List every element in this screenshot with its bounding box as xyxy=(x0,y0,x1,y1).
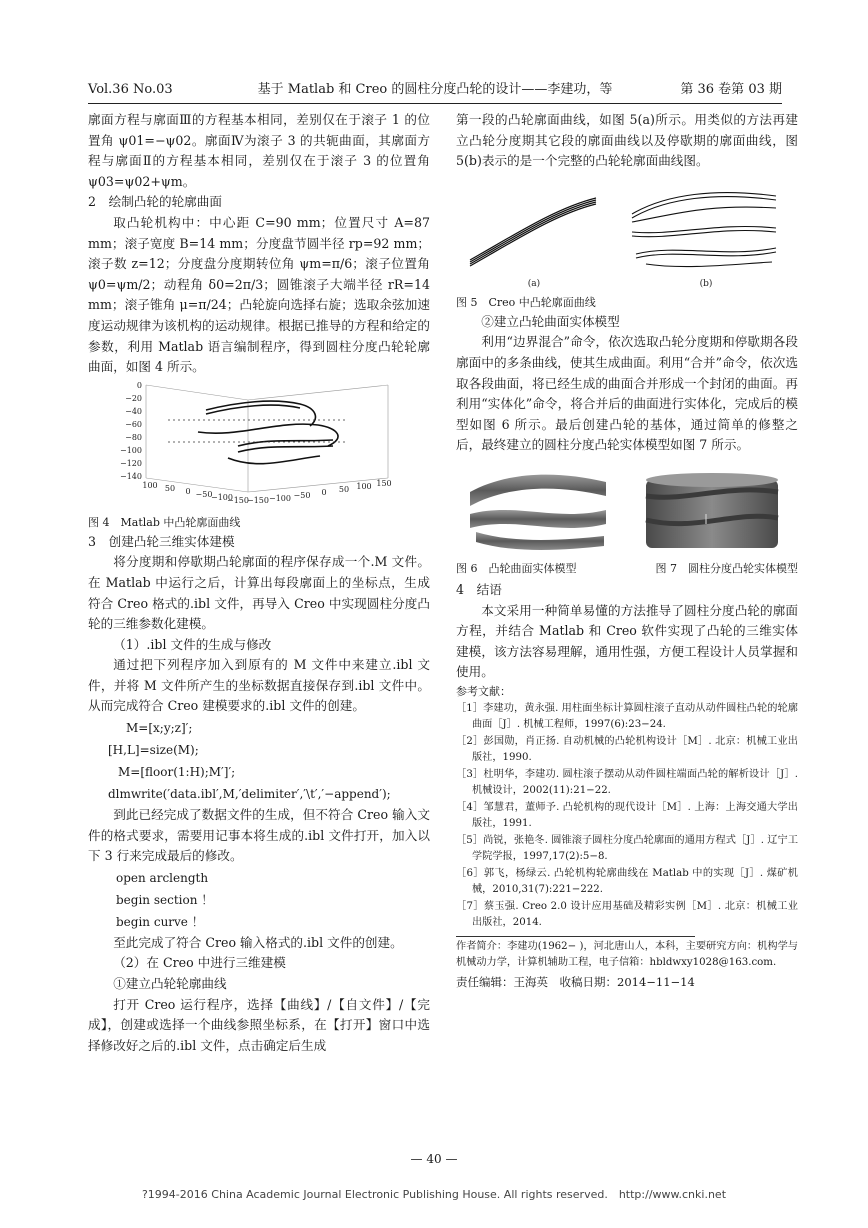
section-heading: 4 结语 xyxy=(456,581,502,597)
y-tick: −100 xyxy=(120,445,142,455)
running-header xyxy=(88,80,782,102)
editor-line: 责任编辑：王海英 收稿日期：2014−11−14 xyxy=(456,974,695,989)
figure-5b-label: (b) xyxy=(699,278,713,289)
x-tick: 50 xyxy=(164,483,176,493)
figure-5a-label: (a) xyxy=(527,278,541,289)
subheading: （1）.ibl 文件的生成与修改 xyxy=(113,636,272,652)
reference-item: ［5］尚锐，张艳冬. 圆锥滚子圆柱分度凸轮廓面的通用方程式［J］. 辽宁工学院学报，1997,17(2):5−8. xyxy=(456,834,798,863)
paragraph: 第一段的凸轮廓面曲线，如图 5(a)所示。用类似的方法再建立凸轮分度期其它段的廓面曲线以及停歇期的廓面曲线，图 5(b)表示的是一个完整的凸轮轮廓面曲线图。 xyxy=(456,112,798,169)
code-line: M=[floor(1:H);M′]′; xyxy=(118,765,236,780)
code-line: begin curve ！ xyxy=(116,914,204,929)
page-number: — 40 — xyxy=(410,1152,458,1166)
paragraph: 到此已经完成了数据文件的生成，但不符合 Creo 输入文件的格式要求，需要用记事本将生成的.ibl 文件打开，加入以下 3 行来完成最后的修改。 xyxy=(88,807,430,864)
code-line: M=[x;y;z]′; xyxy=(126,721,193,736)
x-tick: −150 xyxy=(227,495,249,505)
left-column xyxy=(88,110,430,1056)
figure-5-images xyxy=(456,174,798,292)
code-line: dlmwrite(′data.ibl′,M,′delimiter′,′\t′,′−append′); xyxy=(108,787,391,802)
section-heading: 2 绘制凸轮的轮廓曲面 xyxy=(88,194,222,210)
x-tick: 50 xyxy=(338,484,350,494)
author-bio: 作者简介：李建功(1962− )，河北唐山人，本科，主要研究方向：机构学与机械动力学，计算机辅助工程，电子信箱：hbldwxy1028@163.com. xyxy=(456,940,798,969)
figure-6-caption: 图 6 凸轮曲面实体模型 xyxy=(456,561,577,575)
y-tick: −60 xyxy=(125,419,142,429)
paragraph: 打开 Creo 运行程序，选择【曲线】/【自文件】/【完成】，创建或选择一个曲线参照坐标系，在【打开】窗口中选择修改好之后的.ibl 文件，点击确定后生成 xyxy=(88,996,430,1053)
code-line: open arclength xyxy=(116,870,209,885)
figures-6-7 xyxy=(456,462,798,558)
header-issue: 第 36 卷第 03 期 xyxy=(680,82,782,97)
figure-5 xyxy=(456,174,798,292)
x-tick: 0 xyxy=(185,486,191,496)
figure-5a-curve xyxy=(470,198,596,266)
figure-7-indexing-cam-solid xyxy=(646,473,778,548)
x-tick: −50 xyxy=(293,490,311,500)
paragraph: 廓面方程与廓面Ⅲ的方程基本相同，差别仅在于滚子 1 的位置角 ψ01=−ψ02。廓面Ⅳ为滚子 3 的共轭曲面，其廓面方程与廓面Ⅱ的方程基本相同，差别仅在于滚子 3 的位置角 ψ03=ψ02+ψm。 xyxy=(88,112,430,189)
figure-4-plot xyxy=(88,380,430,512)
x-tick: 100 xyxy=(142,480,158,490)
x-tick: 0 xyxy=(321,487,327,497)
y-tick: −120 xyxy=(120,458,142,468)
reference-item: ［4］邹慧君，董师予. 凸轮机构的现代设计［M］. 上海：上海交通大学出版社，1991. xyxy=(456,801,798,830)
right-column xyxy=(456,110,798,992)
paragraph: 通过把下列程序加入到原有的 M 文件中来建立.ibl 文件，并将 M 文件所产生的坐标数据直接保存到.ibl 文件中。从而完成符合 Creo 建模要求的.ibl 文件的创建。 xyxy=(88,657,430,714)
x-tick: 100 xyxy=(356,481,372,491)
y-tick: −40 xyxy=(125,406,142,416)
x-tick: −100 xyxy=(269,493,291,503)
y-tick: −140 xyxy=(120,471,142,481)
reference-item: ［6］郭飞，杨绿云. 凸轮机构轮廓曲线在 Matlab 中的实现［J］. 煤矿机械，2010,31(7):221−222. xyxy=(456,867,798,896)
x-tick: −150 xyxy=(247,495,269,505)
header-rule xyxy=(88,103,782,104)
subheading: ①建立凸轮轮廓曲线 xyxy=(113,976,227,992)
code-line: [H,L]=size(M); xyxy=(108,743,199,758)
subheading: （2）在 Creo 中进行三维建模 xyxy=(113,955,286,971)
x-tick: −100 xyxy=(211,492,233,502)
paragraph: 本文采用一种简单易懂的方法推导了圆柱分度凸轮的廓面方程，并结合 Matlab 和 Creo 软件实现了凸轮的三维实体建模，该方法容易理解，通用性强，方便工程设计人员掌握和使用。 xyxy=(456,602,798,680)
reference-item: ［2］彭国勋，肖正扬. 自动机械的凸轮机构设计［M］. 北京：机械工业出版社，1990. xyxy=(456,735,798,764)
reference-item: ［7］蔡玉强. Creo 2.0 设计应用基础及精彩实例［M］. 北京：机械工业出版社，2014. xyxy=(456,900,798,929)
paragraph: 至此完成了符合 Creo 输入格式的.ibl 文件的创建。 xyxy=(113,934,403,950)
header-volume: Vol.36 No.03 xyxy=(88,82,173,97)
code-line: begin section ！ xyxy=(116,892,214,907)
y-tick: −80 xyxy=(125,432,142,442)
subheading: ②建立凸轮曲面实体模型 xyxy=(481,313,620,329)
paragraph: 取凸轮机构中：中心距 C=90 mm；位置尺寸 A=87 mm；滚子宽度 B=14 mm；分度盘节圆半径 rp=92 mm；滚子数 z=12；分度盘分度期转位角 ψm=π/6；滚子位置角 ψ0=ψm/2；动程角 δ0=2π/3；圆锥滚子大端半径 rR=14 mm；滚子锥角 μ=π/24；凸轮旋向选择右旋；选取余弦加速度运动规律为该机构的运动规律。根据已推导的方程和给定的参数，利用 Matlab 语言编制程序，得到圆柱分度凸轮轮廓曲面，如图 4 所示。 xyxy=(88,214,430,375)
copyright-footer: ?1994-2016 China Academic Journal Electronic Publishing House. All rights reserved. http://www.cnki.net xyxy=(141,1188,727,1201)
figure-6-cam-surface-solid xyxy=(470,475,606,550)
cam-surface-curves xyxy=(198,401,338,464)
x-tick: 150 xyxy=(376,478,392,488)
figure-4-caption: 图 4 Matlab 中凸轮廓面曲线 xyxy=(88,515,241,529)
section-heading: 3 创建凸轮三维实体建模 xyxy=(88,533,235,549)
figure-7-caption: 图 7 圆柱分度凸轮实体模型 xyxy=(655,561,798,575)
reference-item: ［3］杜明华，李建功. 圆柱滚子摆动从动件圆柱端面凸轮的解析设计［J］. 机械设计，2002(11):21−22. xyxy=(456,768,798,797)
figure-4 xyxy=(88,380,430,512)
author-rule xyxy=(456,936,695,937)
y-tick: −20 xyxy=(125,393,142,403)
references-title: 参考文献： xyxy=(456,684,511,698)
figure-6-7-images xyxy=(456,462,798,558)
reference-item: ［1］李建功，黄永强. 用柱面坐标计算圆柱滚子直动从动件圆柱凸轮的轮廓曲面［J］. 机械工程师，1997(6):23−24. xyxy=(456,702,798,731)
figure-5-caption: 图 5 Creo 中凸轮廓面曲线 xyxy=(456,295,596,309)
figure-5b-curves xyxy=(632,192,776,266)
paragraph: 将分度期和停歇期凸轮廓面的程序保存成一个.M 文件。在 Matlab 中运行之后，计算出每段廓面上的坐标点，生成符合 Creo 格式的.ibl 文件，再导入 Creo 中实现圆柱分度凸轮的三维参数化建模。 xyxy=(88,554,430,632)
x-tick: −50 xyxy=(195,489,213,499)
paragraph: 利用“边界混合”命令，依次选取凸轮分度期和停歇期各段廓面中的多条曲线，使其生成曲面。利用“合并”命令，依次选取各段曲面，将已经生成的曲面合并形成一个封闭的曲面。再利用“实体化”命令，将合并后的曲面进行实体化，完成后的模型如图 6 所示。最后创建凸轮的基体，通过简单的修整之后，最终建立的圆柱分度凸轮实体模型如图 7 所示。 xyxy=(456,334,798,453)
y-tick: 0 xyxy=(136,380,142,390)
header-title: 基于 Matlab 和 Creo 的圆柱分度凸轮的设计——李建功，等 xyxy=(257,82,613,97)
